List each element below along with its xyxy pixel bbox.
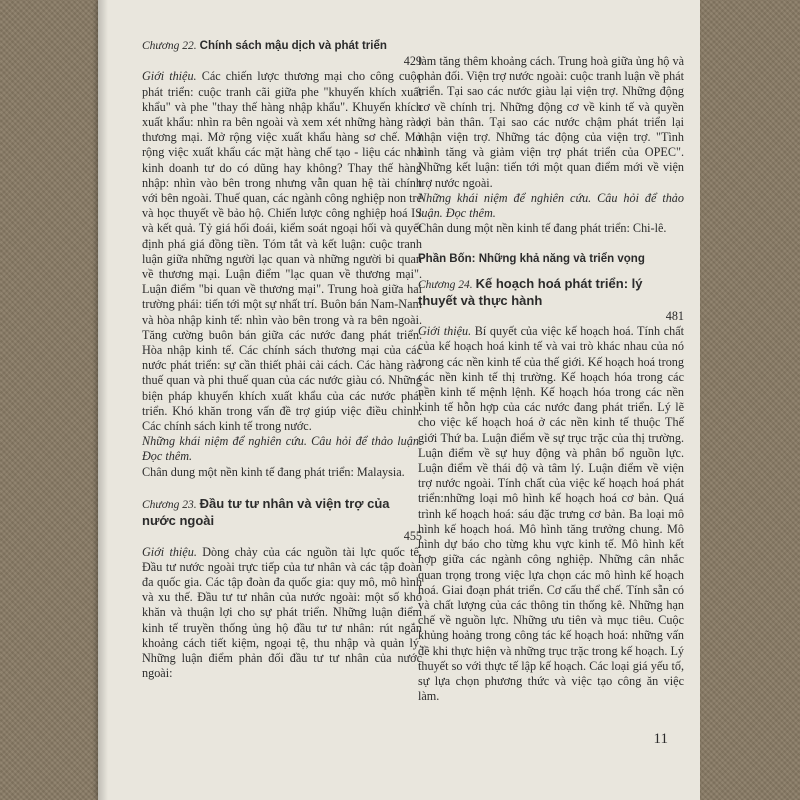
chapter-23-portrait: Chân dung một nền kinh tế đang phát triển: Chi-lê. — [418, 221, 667, 236]
intro-label: Giới thiệu. — [142, 544, 197, 559]
chapter-page-number: 429 — [403, 54, 422, 69]
chapter-23-heading — [142, 496, 422, 545]
page-number: 11 — [653, 731, 668, 747]
intro-text: Các chiến lược thương mại cho công cuộc phát triển: cuộc tranh cãi giữa phe "khuyến khích xuất khẩu" và phe "thay thế hàng nhập khẩu". Khuyến khích xuất khẩu: nhìn ra bên ngoài và xem xét những hàng rào thương mại. Mở rộng việc xuất khẩu hàng sơ chế. Mở rộng việc xuất khẩu các mặt hàng chế tạo - liệu các nhà kinh doanh tư do có dũng hay không? Thay thế hàng nhập: nhìn vào bên trong nhưng vẫn quan hệ tài chính với bên ngoài. Thuế quan, các ngành công nghiệp non trẻ và học thuyết về bảo hộ. Chiến lược công nghiệp hoá IS và kết quả. Tỷ giá hối đoái, kiểm soát ngoại hối và quyết định phá giá đồng tiền. Tóm tắt và kết luận: cuộc tranh luận giữa những người lạc quan và những người bi quan về thương mại. Luận điểm "lạc quan về thương mại". Luận điểm "bi quan về thương mại". Trung hoà giữa hai trường phái: tiến tới một sự nhất trí. Buôn bán Nam-Nam và hòa nhập kinh tế: nhìn vào bên trong và ra bên ngoài. Tăng cường buôn bán giữa các nước đang phát triển. Hòa nhập kinh tế. Các chính sách thương mại của các nước phát triển: sự cần thiết phải cải cách. Các hàng rào thuế quan và phi thuế quan của các nước giàu có. Những biện pháp khuyến khích xuất khẩu của các nước phát triển. Khó khăn trong vấn đề trợ giúp việc điều chỉnh. Các chính sách kinh tế trong nước. — [142, 69, 422, 434]
chapter-23-intro — [142, 545, 422, 682]
part-four-heading: Phần Bốn: Những khả năng và triển vọng — [418, 253, 645, 266]
chapter-title: Đầu tư tư nhân và viện trợ của nước ngoài — [142, 495, 390, 529]
chapter-label: Chương 24. — [418, 278, 473, 291]
chapter-title: Chính sách mậu dịch và phát triển — [199, 40, 387, 52]
intro-label: Giới thiệu. — [142, 69, 197, 84]
chapter-page-number: 481 — [665, 309, 684, 324]
chapter-title: Kế hoạch hoá phát triển: lý thuyết và thực hành — [418, 275, 643, 308]
chapter-label: Chương 23. — [142, 498, 197, 511]
chapter-22-intro — [142, 69, 422, 434]
left-column — [142, 38, 422, 681]
intro-text: Bí quyết của việc kế hoạch hoá. Tính chất của kế hoạch hoá kinh tế và vai trò khác nhau của nó trong các nền kinh tế của thế giới. Kế hoạch hoá trong các nền kinh tế thị trường. Kế hoạch hóa trong các nền kinh tế mệnh lệnh. Kế hoạch hóa trong các nền kinh tế hỗn hợp của các nước đang phát triển. Lý lẽ cho việc kế hoạch hoá ở các nền kinh tế thuộc Thế giới Thứ ba. Luận điểm về sự trục trặc của thị trường. Luận điểm về sự huy động và phân bổ nguồn lực. Luận điểm về thái độ và tâm lý. Luận điểm về viện trợ nước ngoài. Tính chất của việc kế hoạch hoá phát triển:những loại mô hình kế hoạch hoá cơ bản. Quá trình kế hoạch hoá: sáu đặc trưng cơ bản. Ba loại mô hình kế hoạch hoá. Mô hình tăng trưởng chung. Mô hình dự báo cho từng khu vực kinh tế. Mô hình kết hợp giữa các ngành công nghiệp. Những cân nhắc quan trọng trong việc lựa chọn các mô hình kế hoạch hoá. Giai đoạn phát triển. Cơ cấu thể chế. Tính sẵn có và chất lượng của các thông tin thống kê. Những hạn chế về nguồn lực. Những ưu tiên và mục tiêu. Cuộc khủng hoảng trong công tác kế hoạch hoá: những vấn đề khi thực hiện và những trục trặc trong kế hoạch. Lý thuyết so với thực tế lập kế hoạch. Các loại giá yếu tố, sự lựa chọn phương thức và việc tạo công ăn việc làm. — [418, 324, 685, 704]
chapter-label: Chương 22. — [142, 40, 197, 52]
right-column — [418, 54, 684, 704]
chapter-22-concepts: Những khái niệm để nghiên cứu. Câu hỏi để thảo luận. Đọc thêm. — [142, 434, 422, 464]
chapter-22-portrait: Chân dung một nền kinh tế đang phát triển: Malaysia. — [142, 464, 405, 479]
book-page — [98, 0, 700, 800]
chapter-23-continuation: làm tăng thêm khoảng cách. Trung hoà giữa ủng hộ và phản đối. Viện trợ nước ngoài: cuộc tranh luận về phát triển. Tại sao các nước giàu lại viện trợ. Những động cơ về chính trị. Những động cơ về kinh tế và quyền lợi bản thân. Tại sao các nước chậm phát triển lại nhận viện trợ. Những tác động của viện trợ. "Tình hình tăng và giảm viện trợ phát triển của OPEC". Những kết luận: tiến tới một quan điểm mới về viện trợ nước ngoài. — [418, 54, 684, 190]
chapter-24-intro — [418, 324, 684, 704]
chapter-24-heading — [418, 276, 684, 325]
chapter-23-concepts: Những khái niệm để nghiên cứu. Câu hỏi để thảo luận. Đọc thêm. — [418, 190, 684, 221]
chapter-22-heading — [142, 38, 422, 69]
intro-label: Giới thiệu. — [418, 324, 472, 339]
intro-text: Dòng chảy của các nguồn tài lực quốc tế. Đầu tư nước ngoài trực tiếp của tư nhân và các tập đoàn đa quốc gia. Các tập đoàn đa quốc gia: quy mô, mô hình và xu thế. Đầu tư tư nhân của nước ngoài: một số khó khăn và thuận lợi cho sự phát triển. Những luận điểm kinh tế truyền thống ủng hộ đầu tư tư nhân: rút ngắn khoảng cách tiết kiệm, ngoại tệ, thu nhập và quản lý. Những luận điểm phản đối đầu tư tư nhân của nước ngoài: — [142, 544, 423, 681]
chapter-page-number: 455 — [403, 529, 422, 544]
